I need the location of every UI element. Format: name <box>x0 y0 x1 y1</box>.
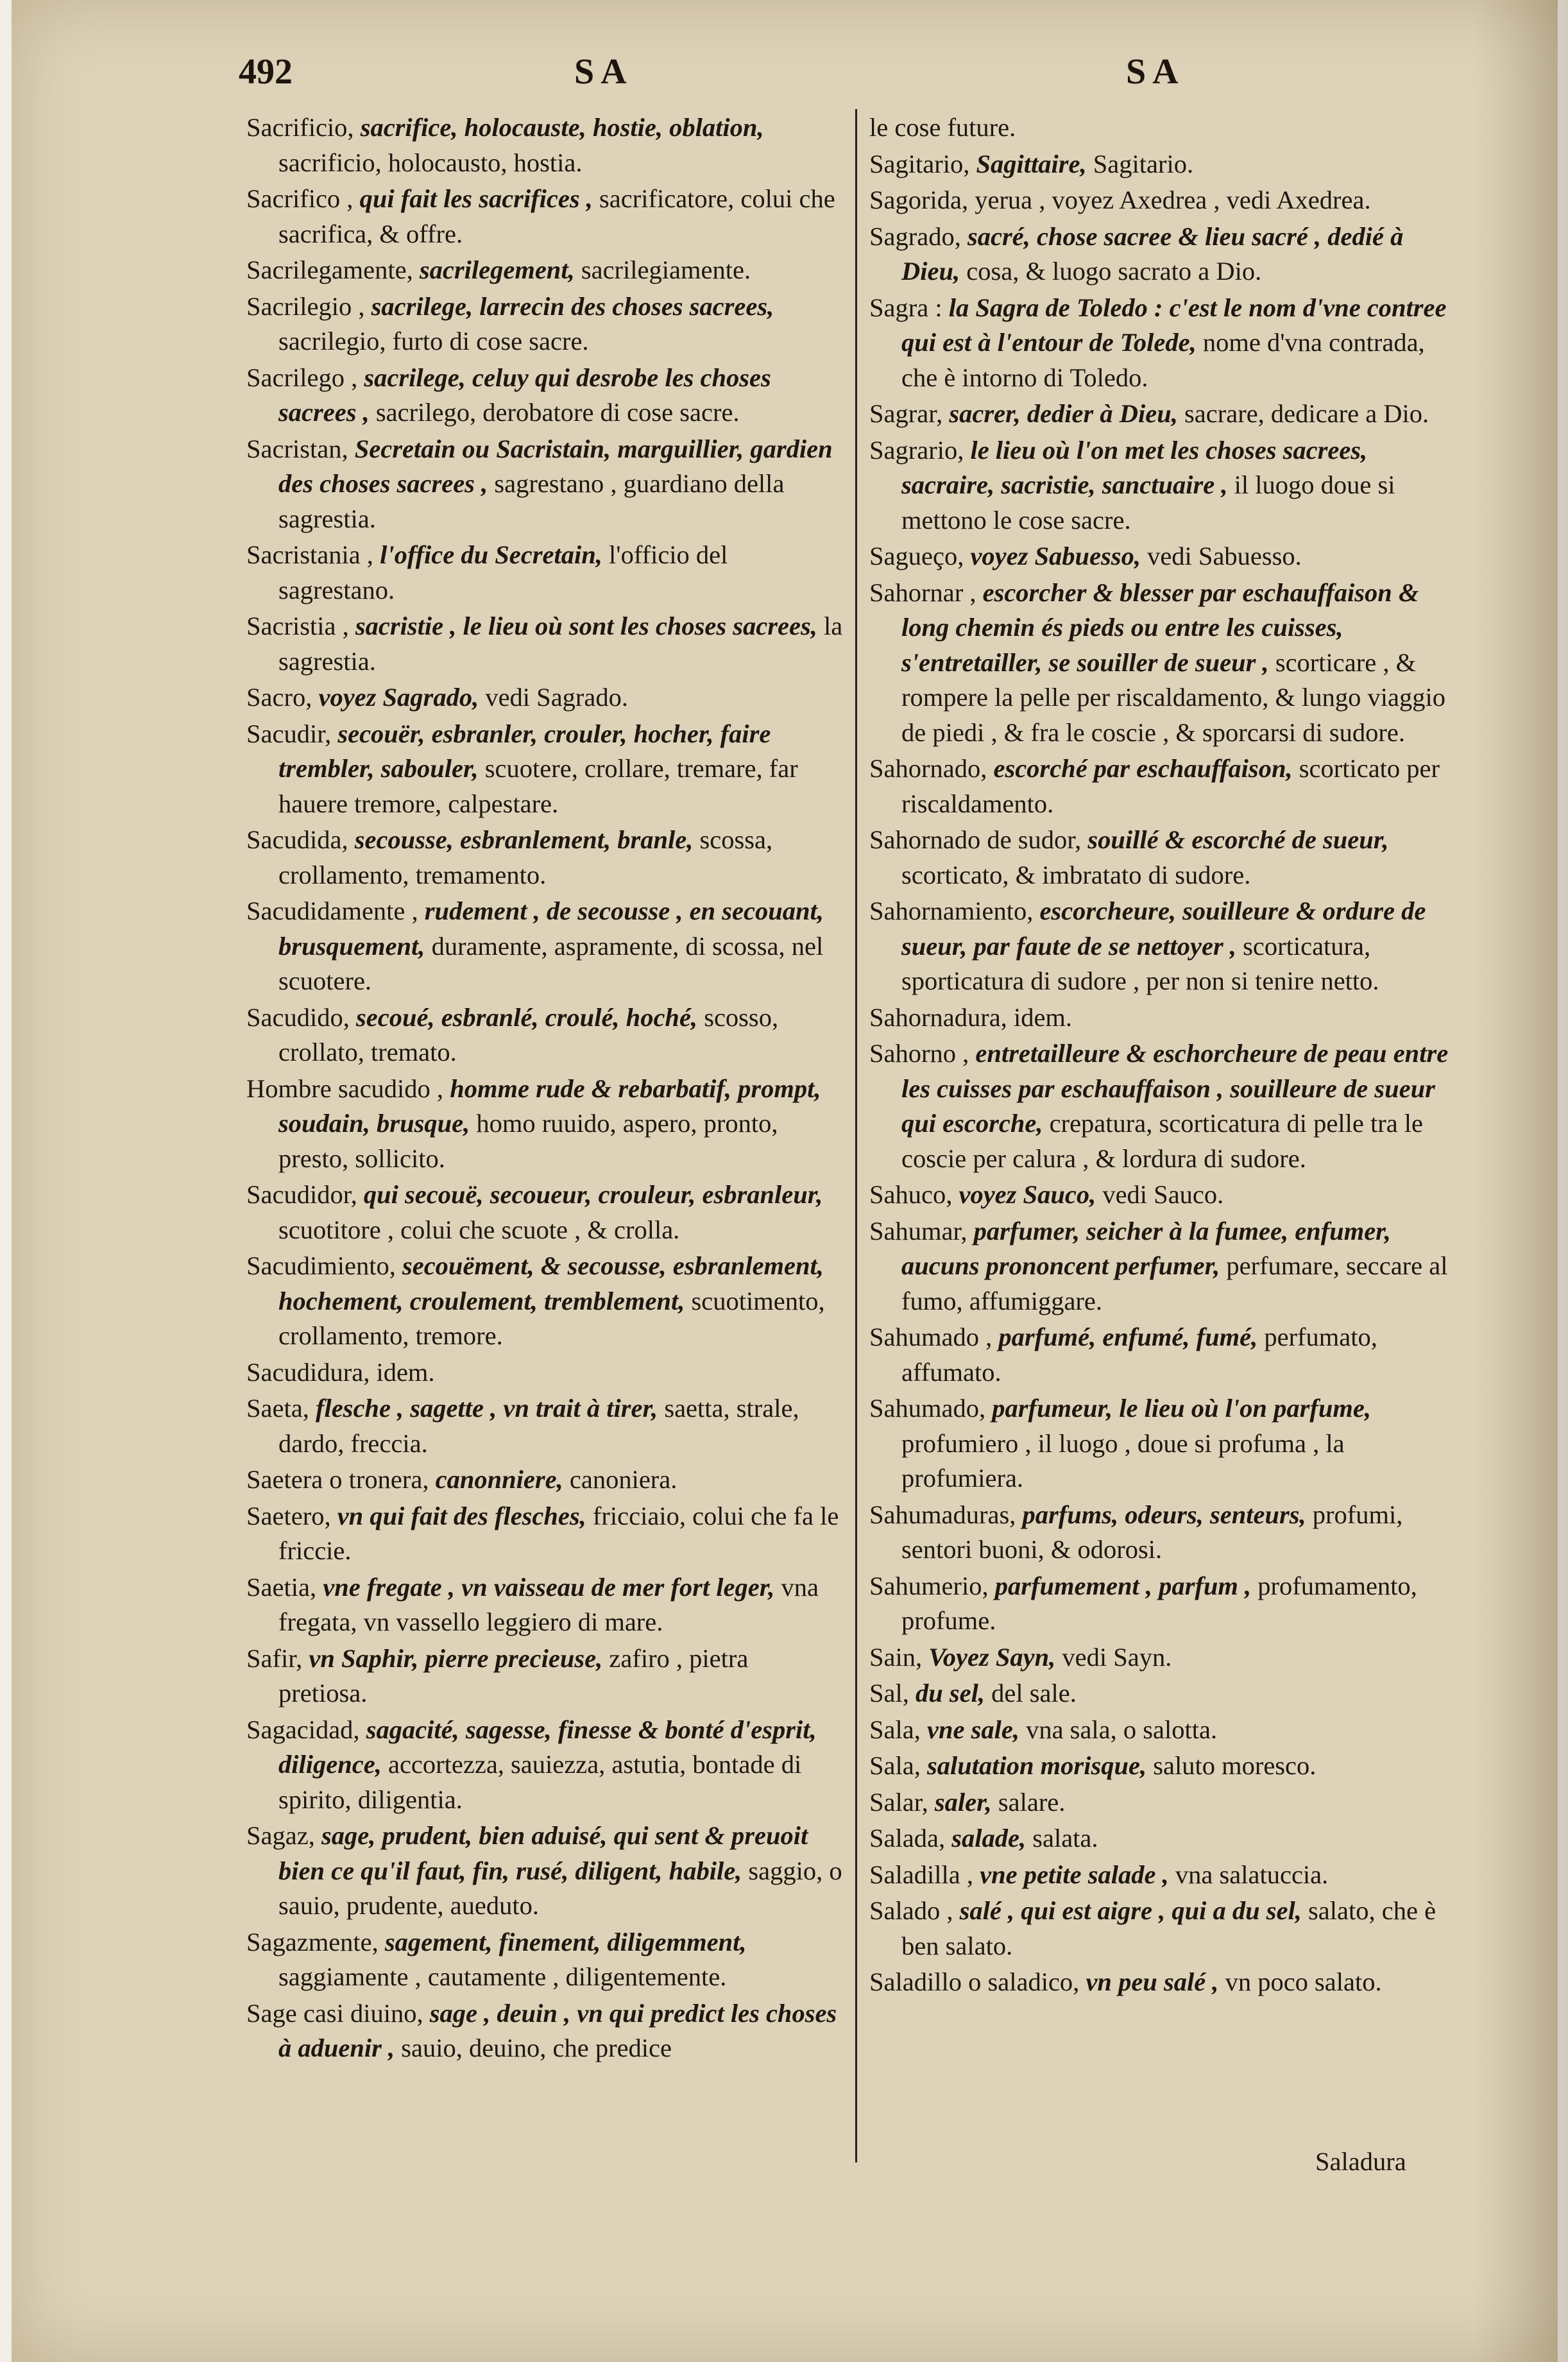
dictionary-entry <box>246 1249 843 1354</box>
italian-gloss: duramente, aspramente, di scossa, nel scuotere. <box>278 931 824 995</box>
headword: Sacudidura, <box>246 1357 370 1387</box>
italian-gloss: cosa, & luogo sacrato a Dio. <box>966 257 1262 286</box>
headword: Sahumado , <box>869 1322 993 1351</box>
italian-gloss: scuotitore , colui che scuote , & crolla. <box>278 1215 680 1244</box>
headword: Sacristan, <box>246 434 348 463</box>
french-gloss: sacrer, dedier à Dieu, <box>949 399 1178 428</box>
headword: Sacudidor, <box>246 1180 357 1209</box>
headword: Sain, <box>869 1642 923 1672</box>
dictionary-entry <box>869 751 1466 821</box>
italian-gloss: scorticato per riscaldamento. <box>901 754 1440 818</box>
italian-gloss: sacrilego, derobatore di cose sacre. <box>375 398 740 427</box>
left-column <box>246 110 843 2067</box>
dictionary-entry <box>869 1894 1466 1964</box>
dictionary-entry <box>869 1676 1466 1711</box>
french-gloss: parfumement , parfum , <box>994 1571 1252 1600</box>
dictionary-entry <box>246 253 843 288</box>
italian-gloss: scossa, crollamento, tremamento. <box>278 825 773 889</box>
dictionary-entry <box>869 1214 1466 1319</box>
dictionary-entry <box>246 609 843 679</box>
french-gloss: escorché par eschauffaison, <box>993 754 1293 783</box>
french-gloss: entretailleure & eschorcheure de peau entre les cuisses par eschauffaison , souilleure de sueur qui escorche, <box>901 1039 1449 1138</box>
french-gloss: parfumé, enfumé, fumé, <box>998 1322 1258 1351</box>
dictionary-entry <box>869 110 1466 146</box>
dictionary-entry <box>246 1570 843 1640</box>
french-gloss: vn peu salé , <box>1086 1967 1219 1996</box>
italian-gloss: homo ruuido, aspero, pronto, presto, sollicito. <box>278 1109 778 1173</box>
headword: Sagacidad, <box>246 1715 360 1744</box>
headword: Safir, <box>246 1643 303 1673</box>
headword: Sacrilego , <box>246 363 358 392</box>
italian-gloss: salata. <box>1032 1824 1098 1853</box>
dictionary-entry <box>869 539 1466 574</box>
headword: Sahornamiento, <box>869 896 1034 925</box>
headword: Sala, <box>869 1751 921 1780</box>
french-gloss: la Sagra de Toledo : c'est le nom d'vne contree qui est à l'entour de Tolede, <box>901 293 1447 357</box>
catchword: Saladura <box>1315 2147 1406 2176</box>
italian-gloss: zafiro , pietra pretiosa. <box>278 1643 749 1707</box>
headword: Sacudido, <box>246 1002 350 1032</box>
italian-gloss: scorticatura, sporticatura di sudore , per non si tenire netto. <box>901 931 1379 995</box>
headword: Sahuco, <box>869 1180 953 1209</box>
italian-gloss: vna fregata, vn vassello leggiero di mare. <box>278 1572 819 1636</box>
italian-gloss: scorticato, & imbratato di sudore. <box>901 860 1251 889</box>
headword: Sacrilegamente, <box>246 255 413 284</box>
french-gloss: parfums, odeurs, senteurs, <box>1022 1500 1306 1529</box>
dictionary-entry <box>246 538 843 608</box>
french-gloss: salé , qui est aigre , qui a du sel, <box>959 1896 1302 1925</box>
italian-gloss: saluto moresco. <box>1153 1751 1317 1780</box>
dictionary-entry <box>869 183 1466 218</box>
dictionary-entry <box>869 823 1466 893</box>
right-column <box>869 110 1466 2001</box>
dictionary-entry <box>246 1713 843 1818</box>
italian-gloss: scuotimento, crollamento, tremore. <box>278 1286 825 1350</box>
headword: Sacudir, <box>246 719 332 748</box>
headword: Sahorno , <box>869 1039 969 1068</box>
italian-gloss: saetta, strale, dardo, freccia. <box>278 1394 799 1458</box>
french-gloss: vn qui fait des flesches, <box>337 1501 586 1530</box>
french-gloss: saler, <box>934 1787 992 1817</box>
italian-gloss: idem. <box>1013 1002 1073 1032</box>
italian-gloss: le cose future. <box>869 113 1016 142</box>
headword: Sahumar, <box>869 1216 967 1245</box>
dictionary-entry <box>246 289 843 359</box>
italian-gloss: sauio, deuino, che predice <box>401 2033 672 2062</box>
dictionary-entry <box>246 1819 843 1924</box>
dictionary-entry <box>869 397 1466 432</box>
french-gloss: flesche , sagette , vn trait à tirer, <box>315 1394 658 1423</box>
italian-gloss: salato, che è ben salato. <box>901 1896 1436 1960</box>
headword: Sagueço, <box>869 542 964 570</box>
french-gloss: sacré, chose sacree & lieu sacré , dedié à Dieu, <box>901 221 1404 286</box>
headword: Saladilla , <box>869 1860 973 1889</box>
italian-gloss: l'officio del sagrestano. <box>278 540 728 604</box>
italian-gloss: profumiero , il luogo , doue si profuma , la profumiera. <box>901 1428 1345 1493</box>
dictionary-entry <box>869 1858 1466 1893</box>
italian-gloss: profumamento, profume. <box>901 1571 1417 1635</box>
french-gloss: escorcher & blesser par eschauffaison & long chemin és pieds ou entre les cuisses, s'entretailler, se souiller de sueur , <box>901 578 1419 677</box>
headword: Saetia, <box>246 1572 317 1602</box>
french-gloss: sacrilegement, <box>419 255 575 284</box>
dictionary-entry <box>869 1785 1466 1820</box>
italian-gloss: il luogo doue si mettono le cose sacre. <box>901 470 1395 535</box>
french-gloss: parfumer, seicher à la fumee, enfumer, aucuns prononcent perfumer, <box>901 1216 1391 1280</box>
italian-gloss: la sagrestia. <box>278 612 843 676</box>
french-gloss: le lieu où l'on met les choses sacrees, sacraire, sacristie, sanctuaire , <box>901 435 1368 499</box>
dictionary-entry <box>246 1355 843 1391</box>
italian-gloss: crepatura, scorticatura di pelle tra le coscie per calura , & lordura di sudore. <box>901 1109 1424 1173</box>
french-gloss: rudement , de secousse , en secouant, brusquement, <box>278 896 824 961</box>
italian-gloss: scorticare , & rompere la pelle per riscaldamento, & lungo viaggio de piedi , & fra le coscie , & sporcarsi di sudore. <box>901 647 1445 747</box>
dictionary-entry <box>869 1965 1466 2000</box>
headword: Sacudimiento, <box>246 1251 396 1280</box>
italian-gloss: sacrificatore, colui che sacrifica, & offre. <box>278 184 835 248</box>
french-gloss: Sagittaire, <box>976 149 1087 178</box>
headword: Sacrilegio , <box>246 291 365 321</box>
dictionary-entry <box>869 1749 1466 1784</box>
headword: Salado , <box>869 1896 953 1925</box>
dictionary-entry <box>869 1821 1466 1856</box>
french-gloss: vne sale, <box>926 1715 1019 1744</box>
italian-gloss: salare. <box>998 1787 1066 1817</box>
french-gloss: salade, <box>951 1824 1027 1853</box>
french-gloss: homme rude & rebarbatif, prompt, soudain, brusque, <box>278 1074 821 1138</box>
dictionary-entry <box>869 219 1466 289</box>
dictionary-entry <box>869 291 1466 396</box>
dictionary-entry <box>246 1462 843 1498</box>
headword: Sacudidamente , <box>246 896 418 925</box>
headword: Sala, <box>869 1715 921 1744</box>
french-gloss: vn Saphir, pierre precieuse, <box>309 1643 603 1673</box>
french-gloss: secouër, esbranler, crouler, hocher, faire trembler, sabouler, <box>278 719 771 783</box>
headword: Sal, <box>869 1679 909 1707</box>
dictionary-entry <box>246 432 843 537</box>
italian-gloss: perfumare, seccare al fumo, affumiggare. <box>901 1251 1448 1315</box>
french-gloss: Secretain ou Sacristain, marguillier, gardien des choses sacrees , <box>278 434 833 498</box>
italian-gloss: vedi Sagrado. <box>485 683 629 712</box>
headword: Sacudida, <box>246 825 348 854</box>
headword: Saetero, <box>246 1501 331 1530</box>
headword: Sahumaduras, <box>869 1500 1016 1529</box>
italian-gloss: nome d'vna contrada, che è intorno di Toledo. <box>901 328 1425 392</box>
italian-gloss: perfumato, affumato. <box>901 1322 1377 1387</box>
headword: Sacro, <box>246 683 312 712</box>
dictionary-entry <box>869 1320 1466 1390</box>
headword: Sagaz, <box>246 1821 315 1850</box>
dictionary-entry <box>869 1036 1466 1176</box>
dictionary-entry <box>246 110 843 180</box>
headword: Sagrar, <box>869 399 943 428</box>
dictionary-entry <box>246 1391 843 1461</box>
french-gloss: secousse, esbranlement, branle, <box>354 825 694 854</box>
french-gloss: sacrifice, holocauste, hostie, oblation, <box>360 113 764 142</box>
french-gloss: sacrilege, celuy qui desrobe les choses sacrees , <box>278 363 771 427</box>
headword: Sahornar , <box>869 578 976 607</box>
italian-gloss: sacrilegiamente. <box>581 255 751 284</box>
italian-gloss: vna sala, o salotta. <box>1026 1715 1218 1744</box>
dictionary-entry <box>246 1072 843 1177</box>
italian-gloss: sagrestano , guardiano della sagrestia. <box>278 469 785 533</box>
headword: Sagra : <box>869 293 942 322</box>
french-gloss: sage , deuin , vn qui predict les choses à aduenir , <box>278 1998 837 2062</box>
italian-gloss: canoniera. <box>569 1465 677 1494</box>
italian-gloss: vedi Sayn. <box>1062 1642 1172 1672</box>
headword: Saeta, <box>246 1394 309 1423</box>
italian-gloss: sacrilegio, furto di cose sacre. <box>278 327 589 355</box>
dictionary-entry <box>246 717 843 822</box>
dictionary-entry <box>869 1713 1466 1748</box>
headword: Sahumado, <box>869 1394 986 1423</box>
french-gloss: canonniere, <box>435 1465 563 1494</box>
dictionary-entry <box>869 1498 1466 1568</box>
italian-gloss: Sagitario. <box>1093 149 1194 178</box>
dictionary-entry <box>869 1569 1466 1639</box>
dictionary-entry <box>246 1925 843 1995</box>
dictionary-entry <box>869 894 1466 999</box>
french-gloss: parfumeur, le lieu où l'on parfume, <box>992 1394 1371 1423</box>
headword: Sacrificio, <box>246 113 354 142</box>
italian-gloss: vedi Sabuesso. <box>1147 542 1302 570</box>
dictionary-entry <box>869 1391 1466 1496</box>
french-gloss: souillé & escorché de sueur, <box>1087 825 1389 854</box>
italian-gloss: vna salatuccia. <box>1175 1860 1329 1889</box>
french-gloss: escorcheure, souilleure & ordure de sueur, par faute de se nettoyer , <box>901 896 1426 961</box>
french-gloss: sacrilege, larrecin des choses sacrees, <box>371 291 774 321</box>
headword: Sagorida, <box>869 185 969 214</box>
french-gloss: salutation morisque, <box>926 1751 1147 1780</box>
headword: Sagrario, <box>869 435 964 465</box>
italian-gloss: sacrificio, holocausto, hostia. <box>278 148 583 177</box>
french-gloss: vne petite salade , <box>980 1860 1169 1889</box>
dictionary-entry <box>246 182 843 252</box>
headword: Salada, <box>869 1824 946 1853</box>
running-head-left: SA <box>574 52 633 92</box>
headword: Sahumerio, <box>869 1571 989 1600</box>
dictionary-entry <box>869 1000 1466 1036</box>
column-divider <box>855 109 857 2162</box>
dictionary-entry <box>246 1499 843 1569</box>
page-gutter-shadow <box>1474 0 1568 2362</box>
french-gloss: l'office du Secretain, <box>380 540 602 569</box>
french-gloss: voyez Sauco, <box>959 1180 1096 1209</box>
french-gloss: du sel, <box>916 1679 985 1707</box>
italian-gloss: sacrare, dedicare a Dio. <box>1184 399 1429 428</box>
italian-gloss: saggiamente , cautamente , diligentemente. <box>278 1962 727 1991</box>
dictionary-entry <box>246 894 843 999</box>
french-gloss: voyez Sagrado, <box>318 683 479 712</box>
headword: Hombre sacudido , <box>246 1074 444 1103</box>
dictionary-entry <box>869 147 1466 182</box>
dictionary-entry <box>869 576 1466 751</box>
dictionary-entry <box>246 361 843 431</box>
headword: Sacristia , <box>246 612 349 640</box>
italian-gloss: scosso, crollato, tremato. <box>278 1002 779 1066</box>
headword: Sagrado, <box>869 221 961 251</box>
headword: Sagitario, <box>869 149 970 178</box>
italian-gloss: accortezza, sauiezza, astutia, bontade di spirito, diligentia. <box>278 1750 802 1814</box>
italian-gloss: saggio, o sauio, prudente, aueduto. <box>278 1856 842 1920</box>
headword: Sahornado de sudor, <box>869 825 1082 854</box>
italian-gloss: idem. <box>376 1357 435 1387</box>
italian-gloss: vedi Sauco. <box>1102 1180 1224 1209</box>
dictionary-entry <box>869 433 1466 538</box>
french-gloss: qui secouë, secoueur, crouleur, esbranleur, <box>363 1180 823 1209</box>
french-gloss: secoué, esbranlé, croulé, hoché, <box>355 1002 698 1032</box>
french-gloss: voyez Sabuesso, <box>970 542 1141 570</box>
headword: Sacristania , <box>246 540 373 569</box>
headword: Salar, <box>869 1787 928 1817</box>
dictionary-entry <box>246 1177 843 1247</box>
italian-gloss: vn poco salato. <box>1225 1967 1382 1996</box>
headword: Sage casi diuino, <box>246 1998 423 2028</box>
french-gloss: sagement, finement, diligemment, <box>384 1927 747 1956</box>
french-gloss: qui fait les sacrifices , <box>359 184 593 213</box>
headword: Sagazmente, <box>246 1927 379 1956</box>
italian-gloss: profumi, sentori buoni, & odorosi. <box>901 1500 1403 1564</box>
dictionary-entry <box>246 1996 843 2066</box>
page-number: 492 <box>239 52 293 92</box>
headword: Sahornadura, <box>869 1002 1007 1032</box>
running-head-right: SA <box>1126 52 1185 92</box>
dictionary-entry <box>246 1000 843 1070</box>
dictionary-entry <box>869 1640 1466 1675</box>
headword: Sahornado, <box>869 754 987 783</box>
dictionary-entry <box>246 1641 843 1711</box>
italian-gloss: scuotere, crollare, tremare, far hauere tremore, calpestare. <box>278 754 798 818</box>
dictionary-entry <box>869 1177 1466 1213</box>
french-gloss: sacristie , le lieu où sont les choses sacrees, <box>355 612 817 640</box>
italian-gloss: yerua , voyez Axedrea , vedi Axedrea. <box>975 185 1371 214</box>
dictionary-entry <box>246 823 843 893</box>
italian-gloss: del sale. <box>991 1679 1077 1707</box>
headword: Sacrifico , <box>246 184 354 213</box>
headword: Saetera o tronera, <box>246 1465 429 1494</box>
french-gloss: sagacité, sagesse, finesse & bonté d'esprit, diligence, <box>278 1715 817 1779</box>
french-gloss: sage, prudent, bien aduisé, qui sent & preuoit bien ce qu'il faut, fin, rusé, diligent, habile, <box>278 1821 808 1885</box>
italian-gloss: fricciaio, colui che fa le friccie. <box>278 1501 839 1565</box>
dictionary-entry <box>246 680 843 715</box>
french-gloss: secouëment, & secousse, esbranlement, hochement, croulement, tremblement, <box>278 1251 824 1315</box>
headword: Saladillo o saladico, <box>869 1967 1080 1996</box>
french-gloss: vne fregate , vn vaisseau de mer fort leger, <box>323 1572 775 1602</box>
french-gloss: Voyez Sayn, <box>928 1642 1056 1672</box>
